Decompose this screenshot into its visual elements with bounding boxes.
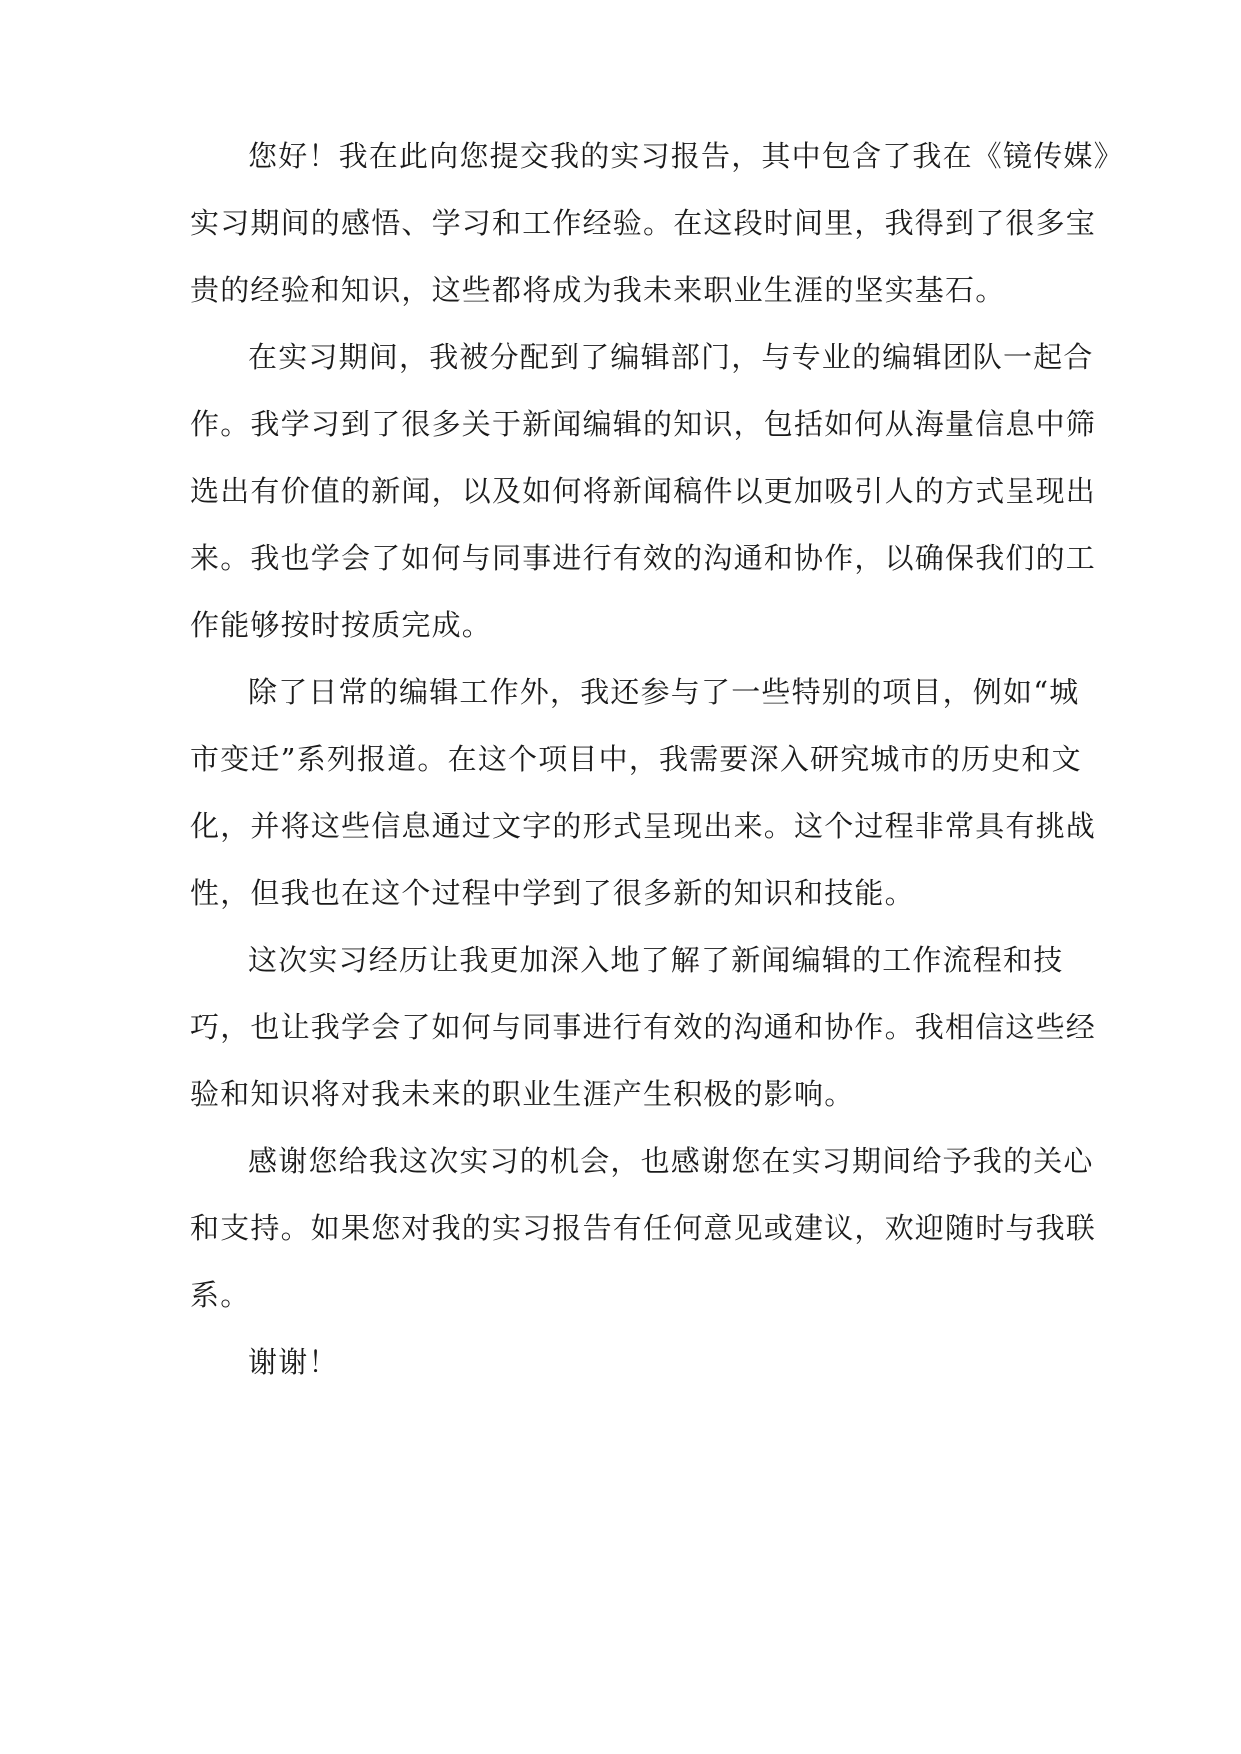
paragraph-3-line-3: 化，并将这些信息通过文字的形式呈现出来。这个过程非常具有挑战 (190, 809, 1097, 843)
paragraph-5-line-2: 和支持。如果您对我的实习报告有任何意见或建议，欢迎随时与我联 (190, 1211, 1097, 1245)
paragraph-3-line-1: 除了日常的编辑工作外，我还参与了一些特别的项目，例如“城 (248, 675, 1080, 709)
paragraph-1-line-1: 您好！我在此向您提交我的实习报告，其中包含了我在《镜传媒》 (248, 139, 1124, 173)
paragraph-2-line-5: 作能够按时按质完成。 (190, 608, 493, 642)
paragraph-3-line-4: 性，但我也在这个过程中学到了很多新的知识和技能。 (190, 876, 915, 910)
paragraph-2-line-2: 作。我学习到了很多关于新闻编辑的知识，包括如何从海量信息中筛 (190, 407, 1097, 441)
paragraph-1-line-2: 实习期间的感悟、学习和工作经验。在这段时间里，我得到了很多宝 (190, 206, 1097, 240)
paragraph-4-line-1: 这次实习经历让我更加深入地了解了新闻编辑的工作流程和技 (248, 943, 1064, 977)
paragraph-2-line-3: 选出有价值的新闻，以及如何将新闻稿件以更加吸引人的方式呈现出 (190, 474, 1097, 508)
paragraph-3-line-2: 市变迁”系列报道。在这个项目中，我需要深入研究城市的历史和文 (190, 742, 1082, 776)
paragraph-2-line-1: 在实习期间，我被分配到了编辑部门，与专业的编辑团队一起合 (248, 340, 1094, 374)
paragraph-4-line-3: 验和知识将对我未来的职业生涯产生积极的影响。 (190, 1077, 855, 1111)
closing-thanks: 谢谢！ (248, 1345, 339, 1379)
paragraph-1-line-3: 贵的经验和知识，这些都将成为我未来职业生涯的坚实基石。 (190, 273, 1006, 307)
paragraph-5-line-1: 感谢您给我这次实习的机会，也感谢您在实习期间给予我的关心 (248, 1144, 1094, 1178)
paragraph-5-line-3: 系。 (190, 1278, 251, 1312)
paragraph-4-line-2: 巧，也让我学会了如何与同事进行有效的沟通和协作。我相信这些经 (190, 1010, 1097, 1044)
paragraph-2-line-4: 来。我也学会了如何与同事进行有效的沟通和协作，以确保我们的工 (190, 541, 1097, 575)
